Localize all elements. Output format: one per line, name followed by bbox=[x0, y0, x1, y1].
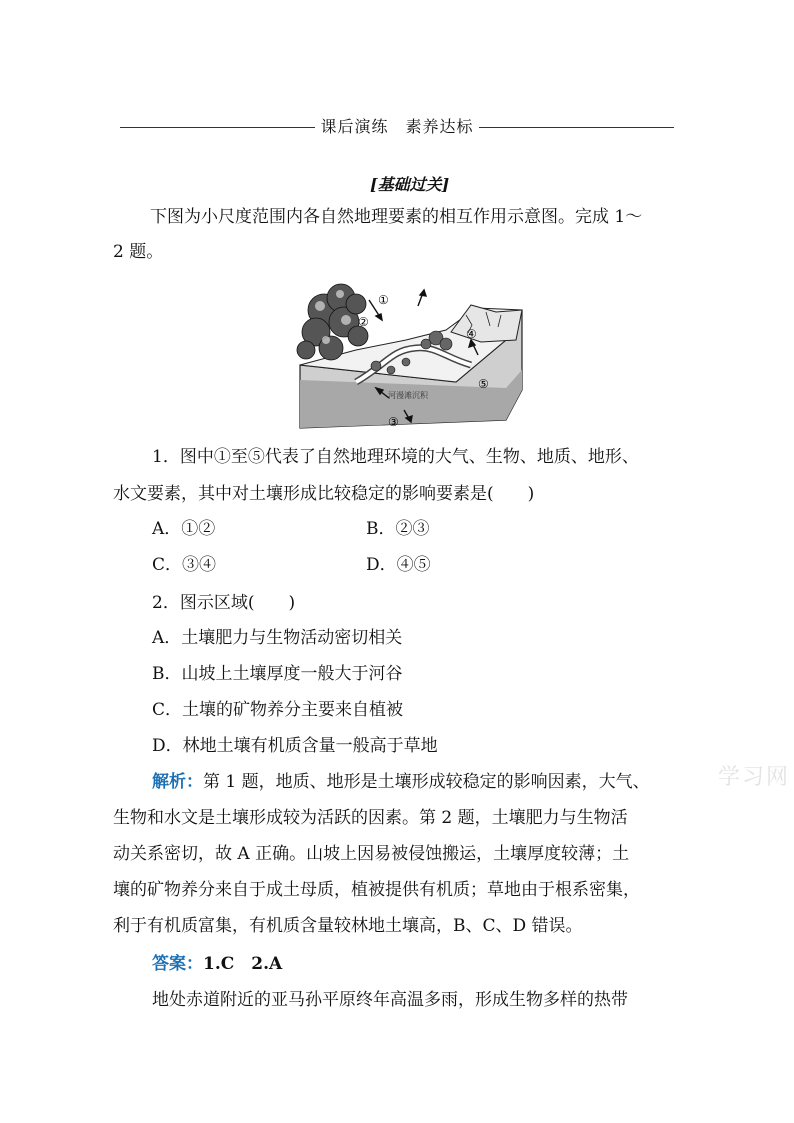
soil-factors-diagram bbox=[296, 270, 532, 432]
intro-line-2: 2 题。 bbox=[113, 242, 164, 262]
watermark: 学习网 bbox=[718, 765, 791, 790]
analysis-line-5: 利于有机质富集，有机质含量较林地土壤高，B、C、D 错误。 bbox=[113, 916, 583, 936]
q2-option-a: A．土壤肥力与生物活动密切相关 bbox=[152, 628, 403, 648]
analysis-line-3: 动关系密切，故 A 正确。山坡上因易被侵蚀搬运，土壤厚度较薄；土 bbox=[113, 844, 630, 864]
q2-option-b: B．山坡上土壤厚度一般大于河谷 bbox=[152, 664, 403, 684]
label-3: ③ bbox=[388, 415, 399, 429]
label-2: ② bbox=[358, 315, 369, 329]
q1-option-c: C．③④ bbox=[152, 555, 217, 575]
q1-option-d: D．④⑤ bbox=[366, 555, 431, 575]
q1-stem-line-1: 1．图中①至⑤代表了自然地理环境的大气、生物、地质、地形、 bbox=[152, 447, 639, 467]
q2-option-c: C．土壤的矿物养分主要来自植被 bbox=[152, 700, 404, 720]
label-5: ⑤ bbox=[478, 377, 489, 391]
q2-option-d: D．林地土壤有机质含量一般高于草地 bbox=[152, 736, 438, 756]
q1-stem-line-2: 水文要素，其中对土壤形成比较稳定的影响要素是( ) bbox=[113, 484, 535, 504]
page-header-title: 课后演练 素养达标 bbox=[320, 117, 474, 136]
label-1: ① bbox=[378, 293, 389, 307]
header-rule-right bbox=[479, 127, 674, 128]
answer-line: 答案：1.C 2.A bbox=[152, 954, 283, 974]
intro-line-1: 下图为小尺度范围内各自然地理要素的相互作用示意图。完成 1～ bbox=[150, 207, 643, 227]
diagram-svg bbox=[296, 270, 532, 432]
analysis-line-2: 生物和水文是土壤形成较为活跃的因素。第 2 题，土壤肥力与生物活 bbox=[113, 808, 628, 828]
label-4: ④ bbox=[466, 327, 477, 341]
analysis-line-1: 解析：第 1 题，地质、地形是土壤形成较稳定的影响因素，大气、 bbox=[152, 772, 650, 792]
q1-option-a: A．①② bbox=[152, 519, 216, 539]
q1-option-b: B．②③ bbox=[366, 519, 430, 539]
analysis-line-4: 壤的矿物养分来自于成土母质，植被提供有机质；草地由于根系密集， bbox=[113, 880, 640, 900]
analysis-label: 解析： bbox=[152, 772, 203, 792]
answer-label: 答案： bbox=[152, 954, 203, 974]
section-title: [基础过关] bbox=[370, 175, 450, 194]
header-rule-left bbox=[120, 127, 315, 128]
next-passage-line-1: 地处赤道附近的亚马孙平原终年高温多雨，形成生物多样的热带 bbox=[152, 990, 628, 1010]
q2-stem: 2．图示区域( ) bbox=[152, 593, 296, 613]
diagram-caption: 河漫滩沉积 bbox=[388, 391, 428, 400]
